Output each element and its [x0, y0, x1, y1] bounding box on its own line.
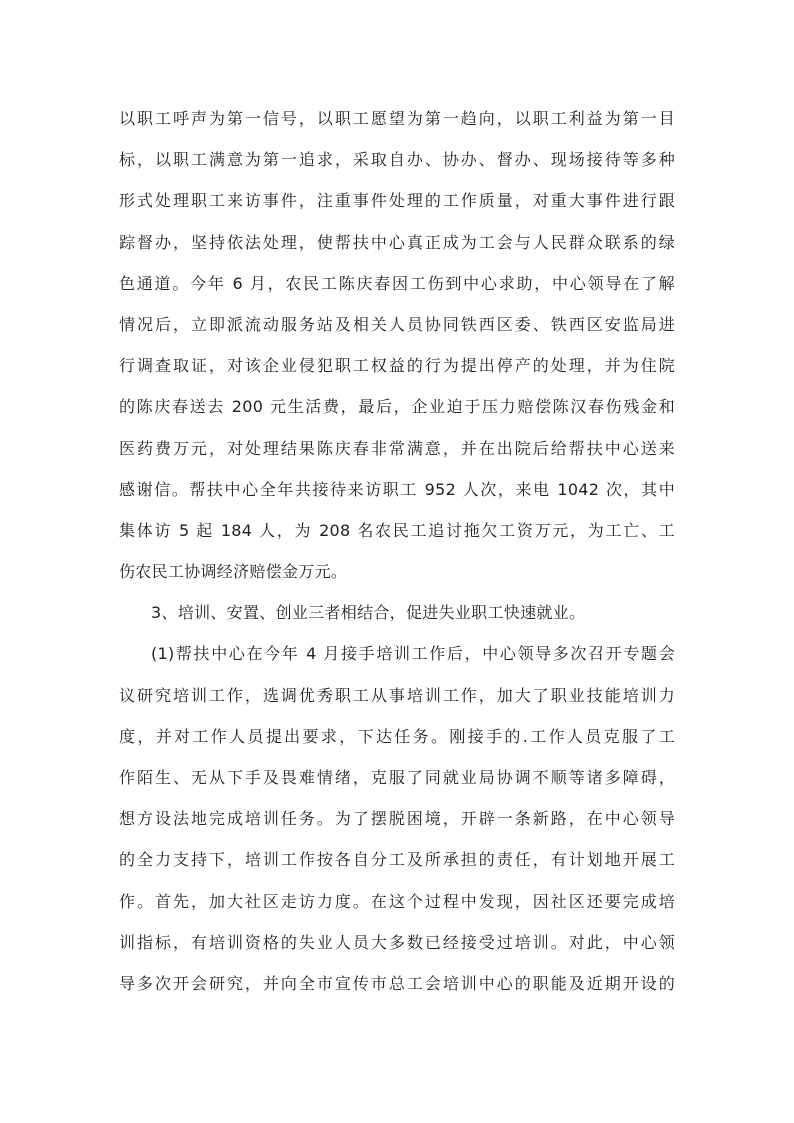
text-line: 踪督办，坚持依法处理，使帮扶中心真正成为工会与人民群众联系的绿	[119, 232, 675, 252]
text-line: 的全力支持下，培训工作按各自分工及所承担的责任，有计划地开展工	[119, 850, 675, 870]
text-line: 医药费万元，对处理结果陈庆春非常满意，并在出院后给帮扶中心送来	[119, 438, 675, 458]
text-line: 标，以职工满意为第一追求，采取自办、协办、督办、现场接待等多种	[119, 150, 675, 170]
text-line: 想方设法地完成培训任务。为了摆脱困境，开辟一条新路，在中心领导	[119, 809, 675, 829]
text-line: 形式处理职工来访事件，注重事件处理的工作质量，对重大事件进行跟	[119, 191, 675, 211]
section-heading: 3、培训、安置、创业三者相结合，促进失业职工快速就业。	[151, 603, 586, 623]
text-line: 情况后，立即派流动服务站及相关人员协同铁西区委、铁西区安监局进	[119, 314, 675, 334]
text-line: 作陌生、无从下手及畏难情绪，克服了同就业局协调不顺等诸多障碍，	[119, 768, 675, 787]
text-line: 伤农民工协调经济赔偿金万元。	[119, 562, 348, 582]
text-line: 议研究培训工作，选调优秀职工从事培训工作，加大了职业技能培训力	[119, 685, 675, 705]
text-line: 行调查取证，对该企业侵犯职工权益的行为提出停产的处理，并为住院	[119, 356, 675, 376]
document-body	[119, 98, 675, 1004]
text-line: 感谢信。帮扶中心全年共接待来访职工 952 人次，来电 1042 次，其中	[119, 479, 675, 499]
text-line: 的陈庆春送去 200 元生活费，最后，企业迫于压力赔偿陈汉春伤残金和	[119, 397, 675, 417]
text-line: 度，并对工作人员提出要求，下达任务。刚接手的.工作人员克服了工	[119, 726, 675, 746]
text-line: 作。首先，加大社区走访力度。在这个过程中发现，因社区还要完成培	[119, 891, 675, 911]
text-line: 导多次开会研究，并向全市宣传市总工会培训中心的职能及近期开设的	[119, 973, 675, 993]
text-line: 集体访 5 起 184 人，为 208 名农民工追讨拖欠工资万元，为工亡、工	[119, 520, 675, 540]
text-line: 训指标，有培训资格的失业人员大多数已经接受过培训。对此，中心领	[119, 932, 675, 952]
text-line: 色通道。今年 6 月，农民工陈庆春因工伤到中心求助，中心领导在了解	[119, 273, 675, 293]
text-line: 以职工呼声为第一信号，以职工愿望为第一趋向，以职工利益为第一目	[119, 109, 675, 128]
text-line: (1)帮扶中心在今年 4 月接手培训工作后，中心领导多次召开专题会	[151, 644, 675, 664]
